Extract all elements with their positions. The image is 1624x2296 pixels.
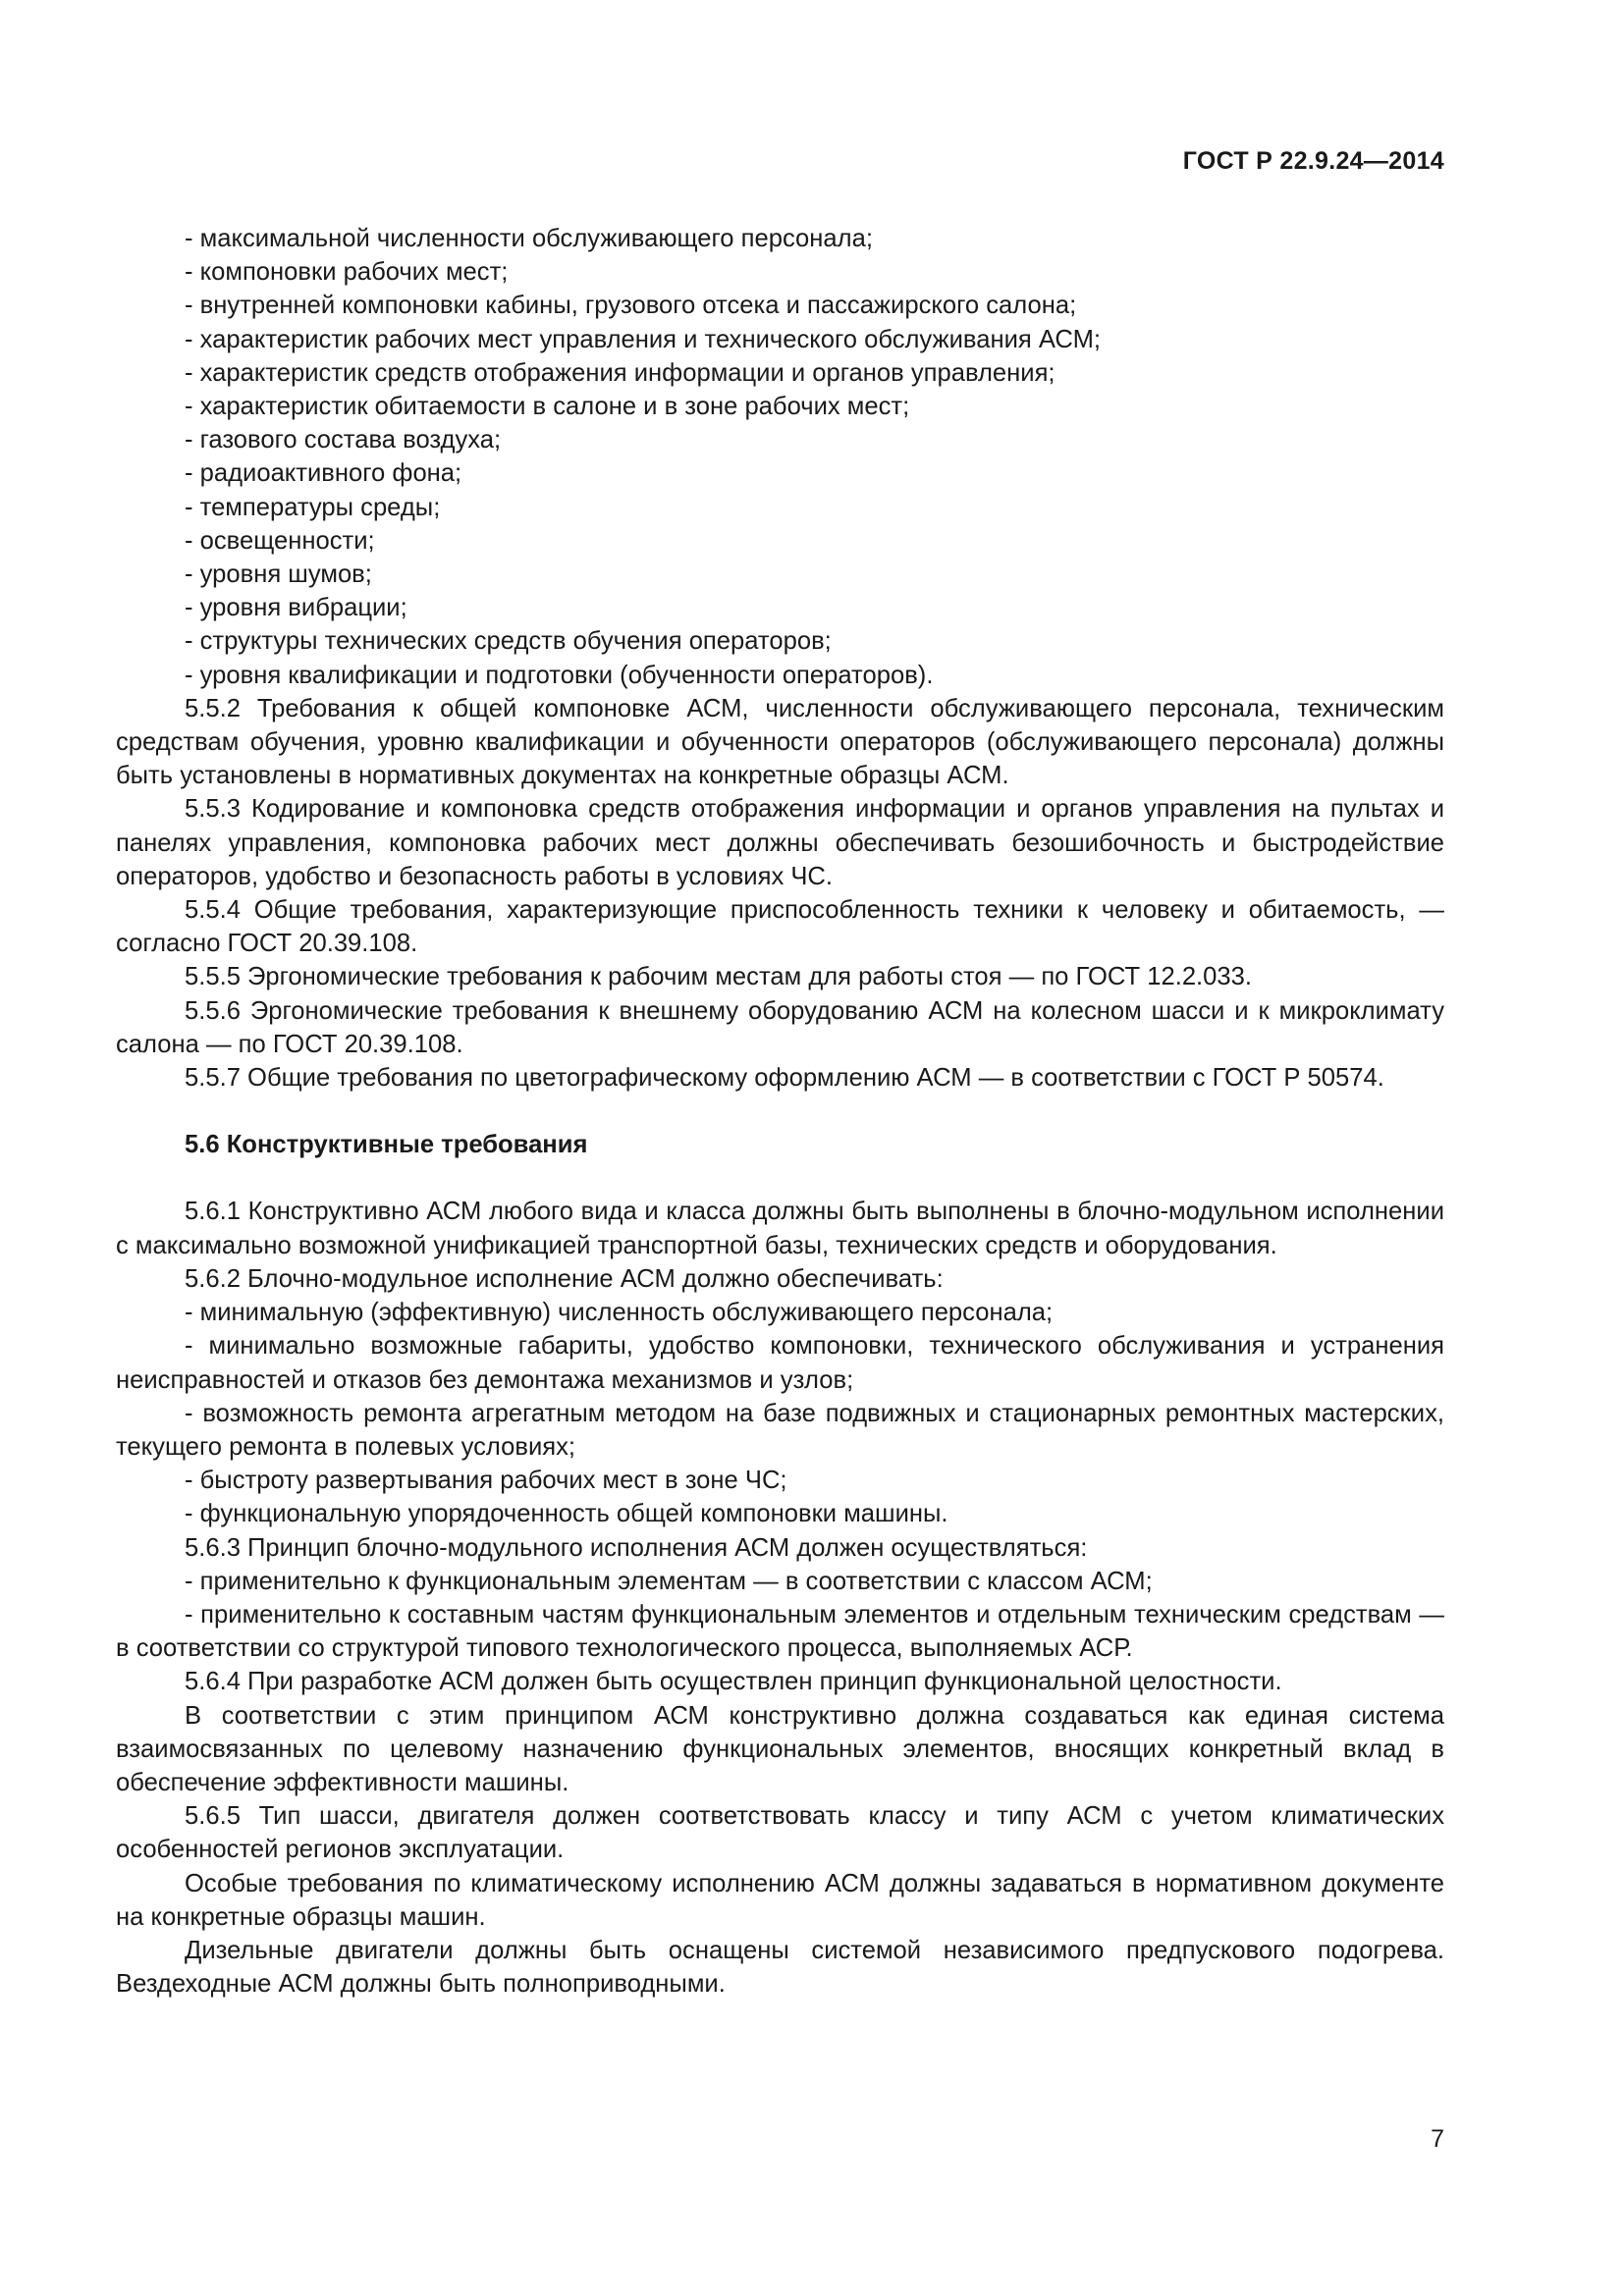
list-item: - возможность ремонта агрегатным методом на базе подвижных и стационарных ремонтных мастерских, текущего ремонта в полевых условиях; (116, 1399, 1444, 1461)
list-item: - температуры среды; (185, 493, 441, 521)
list-item: - освещенности; (185, 526, 375, 555)
list-item: - максимальной численности обслуживающего персонала; (185, 225, 873, 252)
list-item: - компоновки рабочих мест; (185, 258, 509, 287)
list-item: - характеристик рабочих мест управления и технического обслуживания АСМ; (185, 325, 1102, 353)
list-item: - минимальную (эффективную) численность обслуживающего персонала; (185, 1299, 1054, 1327)
list-item: - применительно к составным частям функциональным элементов и отдельным техническим средствам — в соответствии со структурой типового технологического процесса, выполняемых АСР. (116, 1600, 1444, 1663)
list-item: - газового состава воздуха; (185, 426, 502, 454)
clause-5-6-3: 5.6.3 Принцип блочно-модульного исполнения АСМ должен осуществляться: (185, 1533, 1088, 1562)
list-item: - уровня квалификации и подготовки (обученности операторов). (185, 661, 934, 689)
list-item: - внутренней компоновки кабины, грузового отсека и пассажирского салона; (185, 292, 1077, 320)
clause-5-5-4: 5.5.4 Общие требования, характеризующие приспособленность техники к человеку и обитаемость, — согласно ГОСТ 20.39.108. (116, 896, 1444, 958)
paragraph: В соответствии с этим принципом АСМ конструктивно должна создаваться как единая система взаимосвязанных по целевому назначению функциональных элементов, вносящих конкретный вклад в обеспечение эффективности машины. (116, 1701, 1444, 1796)
list-item: - структуры технических средств обучения операторов; (185, 627, 832, 656)
clause-5-6-1: 5.6.1 Конструктивно АСМ любого вида и класса должны быть выполнены в блочно-модульном исполнении с максимально возможной унификацией транспортной базы, технических средств и оборудования. (116, 1198, 1444, 1259)
list-item: - уровня шумов; (185, 561, 372, 589)
list-item: - радиоактивного фона; (185, 459, 462, 488)
clause-5-5-6: 5.5.6 Эргономические требования к внешнему оборудованию АСМ на колесном шасси и к микроклимату салона — по ГОСТ 20.39.108. (116, 996, 1444, 1058)
requirements-list (116, 222, 1444, 692)
page-number: 7 (1431, 2125, 1444, 2153)
document-body (116, 222, 1444, 2001)
list-item: - быстроту развертывания рабочих мест в зоне ЧС; (185, 1467, 787, 1495)
clause-5-6-4: 5.6.4 При разработке АСМ должен быть осуществлен принцип функциональной целостности. (185, 1668, 1282, 1696)
clause-5-5-5: 5.5.5 Эргономические требования к рабочим местам для работы стоя — по ГОСТ 12.2.033. (185, 963, 1252, 991)
list-item: - характеристик обитаемости в салоне и в зоне рабочих мест; (185, 393, 910, 421)
document-header: ГОСТ Р 22.9.24—2014 (1182, 147, 1444, 175)
clause-5-5-7: 5.5.7 Общие требования по цветографическому оформлению АСМ — в соответствии с ГОСТ Р 50574. (185, 1064, 1384, 1093)
section-heading-5-6: 5.6 Конструктивные требования (185, 1131, 588, 1159)
list-item: - минимально возможные габариты, удобство компоновки, технического обслуживания и устранения неисправностей и отказов без демонтажа механизмов и узлов; (116, 1332, 1444, 1394)
clause-5-6-2: 5.6.2 Блочно-модульное исполнение АСМ должно обеспечивать: (185, 1264, 944, 1293)
clause-5-5-3: 5.5.3 Кодирование и компоновка средств отображения информации и органов управления на пультах и панелях управления, компоновка рабочих мест должны обеспечивать безошибочность и быстродействие операторов, удобство и безопасность работы в условиях ЧС. (116, 795, 1444, 890)
paragraph: Дизельные двигатели должны быть оснащены системой независимого предпускового подогрева. Вездеходные АСМ должны быть полноприводными. (116, 1936, 1444, 1999)
list-item: - характеристик средств отображения информации и органов управления; (185, 358, 1056, 387)
list-item: - функциональную упорядоченность общей компоновки машины. (185, 1500, 948, 1528)
paragraph: Особые требования по климатическому исполнению АСМ должны задаваться в нормативном документе на конкретные образцы машин. (116, 1869, 1444, 1931)
clause-5-5-2: 5.5.2 Требования к общей компоновке АСМ, численности обслуживающего персонала, техническим средствам обучения, уровню квалификации и обученности операторов (обслуживающего персонала) должны быть установлены в нормативных документах на конкретные образцы АСМ. (116, 694, 1444, 790)
list-item: - применительно к функциональным элементам — в соответствии с классом АСМ; (185, 1567, 1153, 1595)
clause-5-6-5: 5.6.5 Тип шасси, двигателя должен соответствовать классу и типу АСМ с учетом климатических особенностей регионов эксплуатации. (116, 1802, 1444, 1864)
list-item: - уровня вибрации; (185, 594, 407, 622)
